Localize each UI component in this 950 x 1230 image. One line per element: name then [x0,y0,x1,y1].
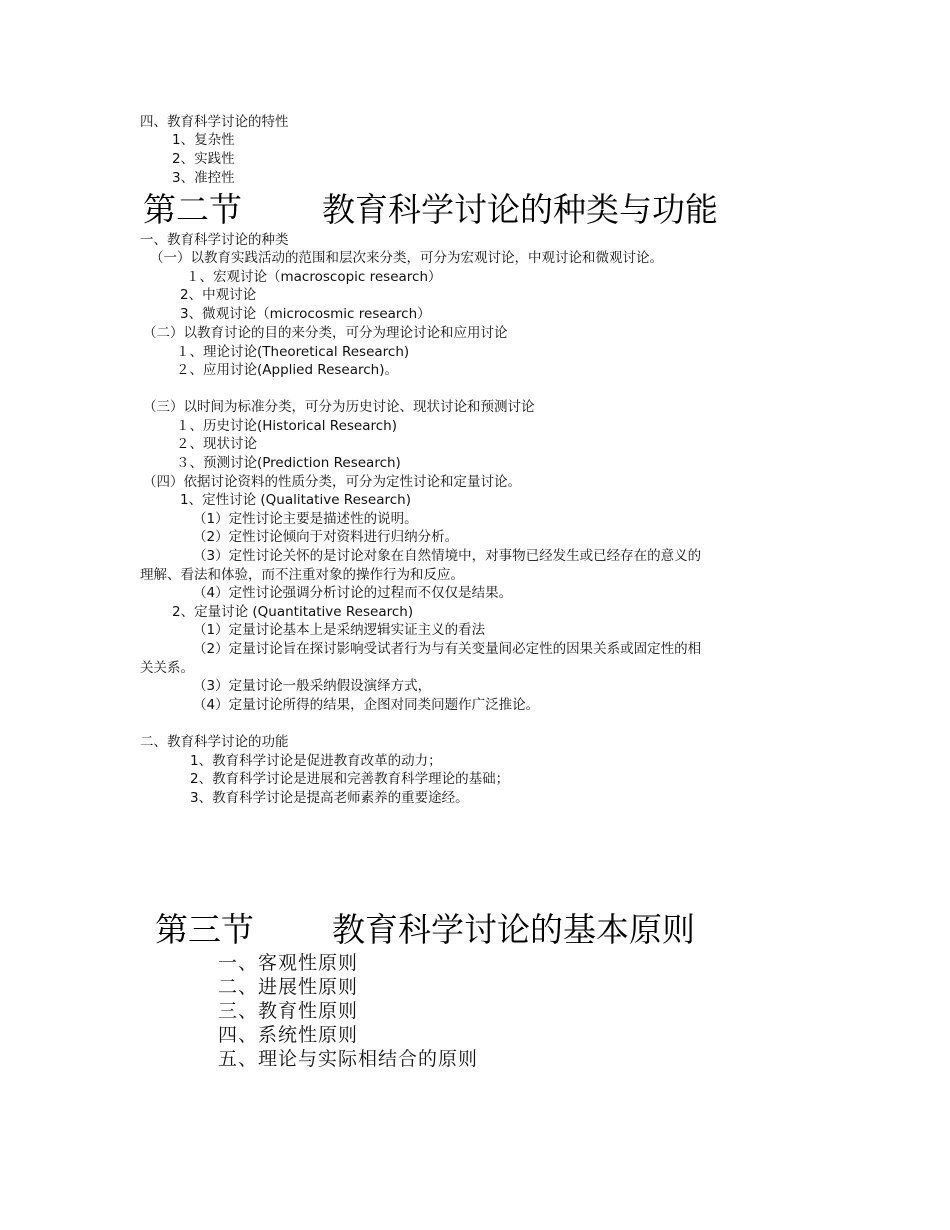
paragraph-line: （四）依据讨论资料的性质分类，可分为定性讨论和定量讨论。 [143,474,521,490]
principle-item: 二、进展性原则 [218,976,359,998]
list-item: （3）定量讨论一般采纳假设演绎方式， [193,678,432,694]
list-item: （3）定性讨论关怀的是讨论对象在自然情境中，对事物已经发生或已经存在的意义的 [193,548,702,564]
chapter-number: 第二节 [143,190,242,229]
list-item: １、历史讨论(Historical Research) [176,418,397,434]
paragraph-line: （一）以教育实践活动的范围和层次来分类，可分为宏观讨论，中观讨论和微观讨论。 [150,250,663,266]
list-item: 3、微观讨论（microcosmic research） [180,306,431,322]
list-item: ２、现状讨论 [176,436,257,452]
paragraph-line: 理解、看法和体验，而不注重对象的操作行为和反应。 [140,567,464,583]
list-item: １、理论讨论(Theoretical Research) [176,344,410,360]
list-item: 2、实践性 [172,151,235,167]
chapter-title-text: 教育科学讨论的种类与功能 [322,190,718,229]
principle-item: 一、客观性原则 [218,952,359,974]
list-item: （1）定性讨论主要是描述性的说明。 [193,511,418,527]
paragraph-line: （三）以时间为标准分类，可分为历史讨论、现状讨论和预测讨论 [143,399,535,415]
list-item: 3、教育科学讨论是提高老师素养的重要途经。 [190,790,469,806]
chapter-title [143,190,718,230]
paragraph-line: 关关系。 [140,660,194,676]
principle-item: 四、系统性原则 [218,1024,359,1046]
principle-item: 五、理论与实际相结合的原则 [218,1048,479,1070]
list-item: （2）定量讨论旨在探讨影响受试者行为与有关变量间必定性的因果关系或固定性的相 [193,641,702,657]
list-item: （1）定量讨论基本上是采纳逻辑实证主义的看法 [193,622,486,638]
list-item: 3、准控性 [172,170,235,186]
list-item: ３、预测讨论(Prediction Research) [176,455,401,471]
list-item: （4）定量讨论所得的结果，企图对同类问题作广泛推论。 [193,697,540,713]
section-heading: 一、教育科学讨论的种类 [140,232,289,248]
chapter-title [155,910,695,950]
list-item: ２、应用讨论(Applied Research)。 [176,362,398,378]
section-heading: 二、教育科学讨论的功能 [140,734,289,750]
list-item: 2、中观讨论 [180,287,257,303]
list-item: 2、教育科学讨论是进展和完善教育科学理论的基础； [190,771,510,787]
list-item: 2、定量讨论 (Quantitative Research) [172,604,414,620]
list-item: １、宏观讨论（macroscopic research） [186,269,442,285]
list-item: （4）定性讨论强调分析讨论的过程而不仅仅是结果。 [193,585,513,601]
list-item: 1、教育科学讨论是促进教育改革的动力； [190,753,442,769]
list-item: （2）定性讨论倾向于对资料进行归纳分析。 [193,529,459,545]
chapter-number: 第三节 [155,910,254,949]
chapter-title-text: 教育科学讨论的基本原则 [332,910,695,949]
principle-item: 三、教育性原则 [218,1000,359,1022]
list-item: 1、复杂性 [172,132,235,148]
list-item: 1、定性讨论 (Qualitative Research) [180,492,411,508]
paragraph-line: （二）以教育讨论的目的来分类，可分为理论讨论和应用讨论 [143,325,508,341]
section-heading: 四、教育科学讨论的特性 [140,114,289,130]
